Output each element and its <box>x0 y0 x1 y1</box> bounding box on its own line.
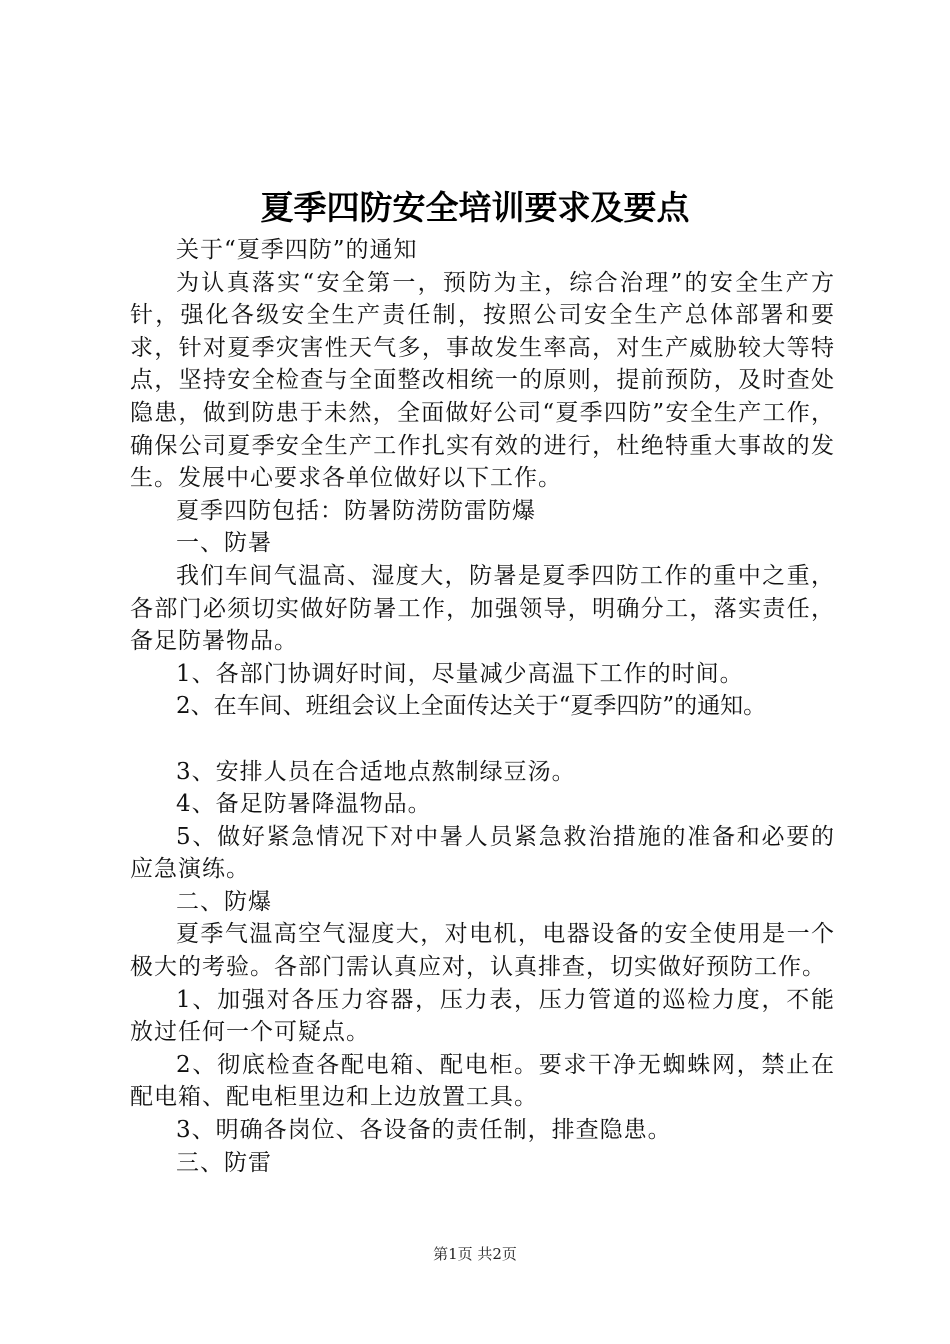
notice-heading: 关于“夏季四防”的通知 <box>176 237 418 263</box>
blank-line <box>130 723 835 756</box>
explosion-paragraph: 夏季气温高空气湿度大，对电机，电器设备的安全使用是一个极大的考验。各部门需认真应对，认真排查，切实做好预防工作。 <box>130 921 835 981</box>
heat-paragraph: 我们车间气温高、湿度大，防暑是夏季四防工作的重中之重，各部门必须切实做好防暑工作，加强领导，明确分工，落实责任，备足防暑物品。 <box>130 562 835 655</box>
document-body <box>130 234 835 1179</box>
page-footer: 第1页 共2页 <box>433 1245 517 1263</box>
heat-item-1: 1、各部门协调好时间，尽量减少高温下工作的时间。 <box>176 660 744 687</box>
heat-item-2: 2、在车间、班组会议上全面传达关于“夏季四防”的通知。 <box>176 693 767 720</box>
section-heading-heat: 一、防暑 <box>176 530 272 557</box>
intro-paragraph: 为认真落实“安全第一，预防为主，综合治理”的安全生产方针，强化各级安全生产责任制，按照公司安全生产总体部署和要求，针对夏季灾害性天气多，事故发生率高，对生产威胁较大等特点，坚持安全检查与全面整改相统一的原则，提前预防，及时查处隐患，做到防患于未然，全面做好公司“夏季四防”安全生产工作，确保公司夏季安全生产工作扎实有效的进行，杜绝特重大事故的发生。发展中心要求各单位做好以下工作。 <box>130 269 835 492</box>
explosion-item-3: 3、明确各岗位、各设备的责任制，排查隐患。 <box>176 1117 672 1144</box>
scope-paragraph: 夏季四防包括：防暑防涝防雷防爆 <box>176 497 536 524</box>
section-heading-lightning: 三、防雷 <box>176 1149 272 1176</box>
heat-item-4: 4、备足防暑降温物品。 <box>176 791 432 818</box>
document-title: 夏季四防安全培训要求及要点 <box>260 188 690 227</box>
heat-item-5: 5、做好紧急情况下对中暑人员紧急救治措施的准备和必要的应急演练。 <box>130 823 835 883</box>
explosion-item-2: 2、彻底检查各配电箱、配电柜。要求干净无蜘蛛网，禁止在配电箱、配电柜里边和上边放置工具。 <box>130 1051 835 1111</box>
section-heading-explosion: 二、防爆 <box>176 888 272 915</box>
explosion-item-1: 1、加强对各压力容器，压力表，压力管道的巡检力度，不能放过任何一个可疑点。 <box>130 986 835 1046</box>
heat-item-3: 3、安排人员在合适地点熬制绿豆汤。 <box>176 758 576 785</box>
